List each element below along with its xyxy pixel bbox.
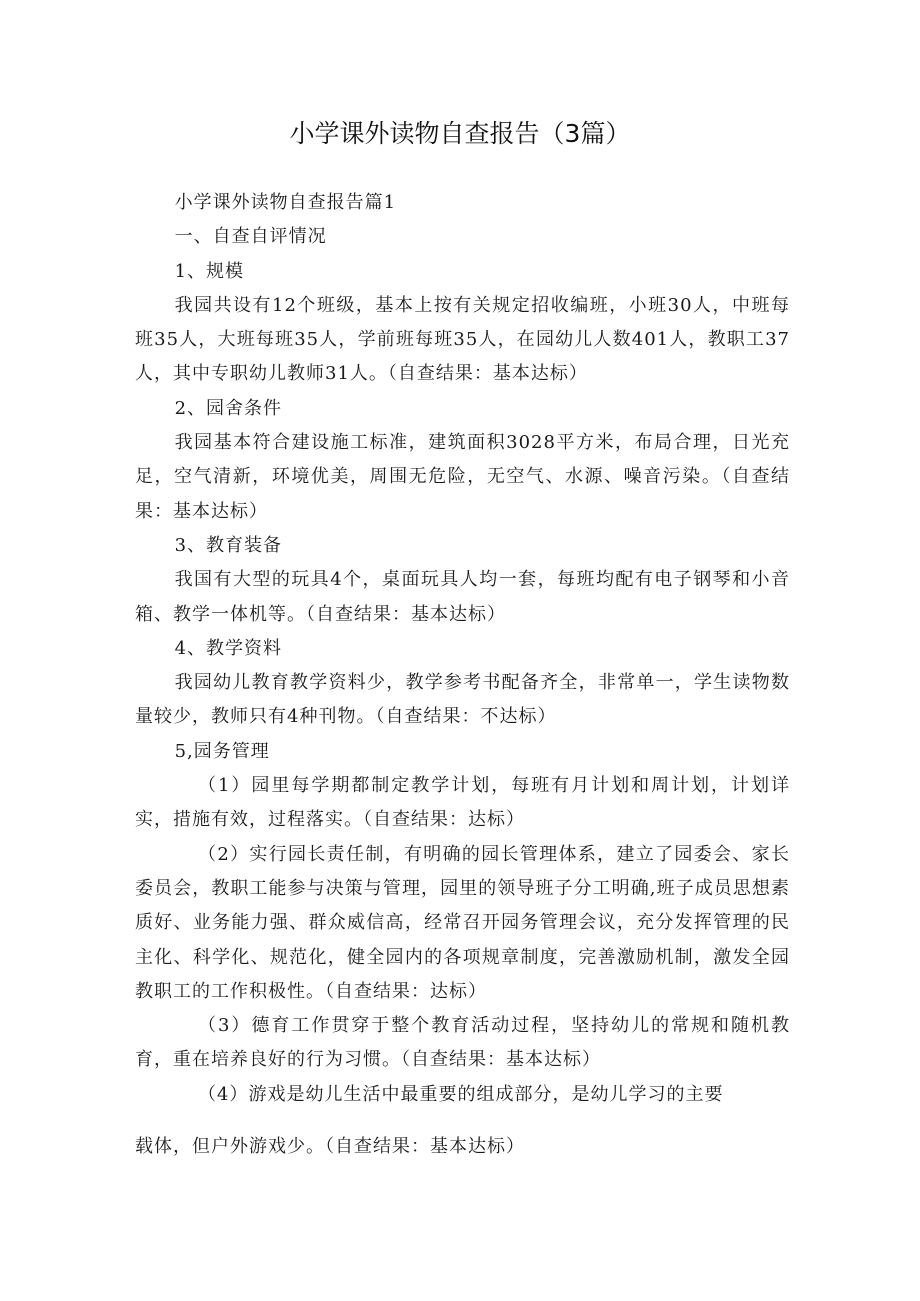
item-heading-materials: 4、教学资料 — [174, 637, 283, 659]
document-title: 小学课外读物自查报告（3篇） — [289, 119, 631, 148]
subsection-heading: 一、自查自评情况 — [174, 226, 327, 248]
item-heading-facilities: 2、园舍条件 — [174, 397, 283, 419]
item-heading-management: 5,园务管理 — [174, 740, 270, 762]
section-heading: 小学课外读物自查报告篇1 — [174, 192, 397, 213]
paragraph-management-1: （1）园里每学期都制定教学计划，每班有月计划和周计划，计划详实，措施有效，过程落实。（自查结果：达标） — [135, 775, 790, 831]
paragraph-equipment: 我国有大型的玩具4个，桌面玩具人均一套，每班均配有电子钢琴和小音箱、教学一体机等。（自查结果：基本达标） — [135, 569, 790, 625]
paragraph-materials: 我园幼儿教育教学资料少，教学参考书配备齐全，非常单一，学生读物数量较少，教师只有4种刊物。（自查结果：不达标） — [135, 672, 790, 728]
paragraph-management-4: （4）游戏是幼儿生活中最重要的组成部分，是幼儿学习的主要 — [198, 1083, 724, 1105]
paragraph-management-2: （2）实行园长责任制，有明确的园长管理体系，建立了园委会、家长委员会，教职工能参与决策与管理，园里的领导班子分工明确,班子成员思想素质好、业务能力强、群众威信高，经常召开园务管理会议，充分发挥管理的民主化、科学化、规范化，健全园内的各项规章制度，完善激励机制，激发全园教职工的工作积极性。（自查结果：达标） — [135, 843, 790, 1002]
paragraph-management-4-continued: 载体，但户外游戏少。（自查结果：基本达标） — [135, 1136, 525, 1158]
paragraph-facilities: 我园基本符合建设施工标准，建筑面积3028平方米，布局合理，日光充足，空气清新，环境优美，周围无危险，无空气、水源、噪音污染。（自查结果：基本达标） — [135, 432, 790, 522]
document-body — [135, 186, 790, 1164]
paragraph-management-3: （3）德育工作贯穿于整个教育活动过程，坚持幼儿的常规和随机教育，重在培养良好的行为习惯。（自查结果：基本达标） — [135, 1015, 790, 1071]
item-heading-scale: 1、规模 — [174, 260, 245, 282]
paragraph-scale: 我园共设有12个班级，基本上按有关规定招收编班，小班30人，中班每班35人，大班每班35人，学前班每班35人，在园幼儿人数401人，教职工37人，其中专职幼儿教师31人。（自查结果：基本达标） — [135, 294, 790, 385]
item-heading-equipment: 3、教育装备 — [174, 534, 283, 556]
